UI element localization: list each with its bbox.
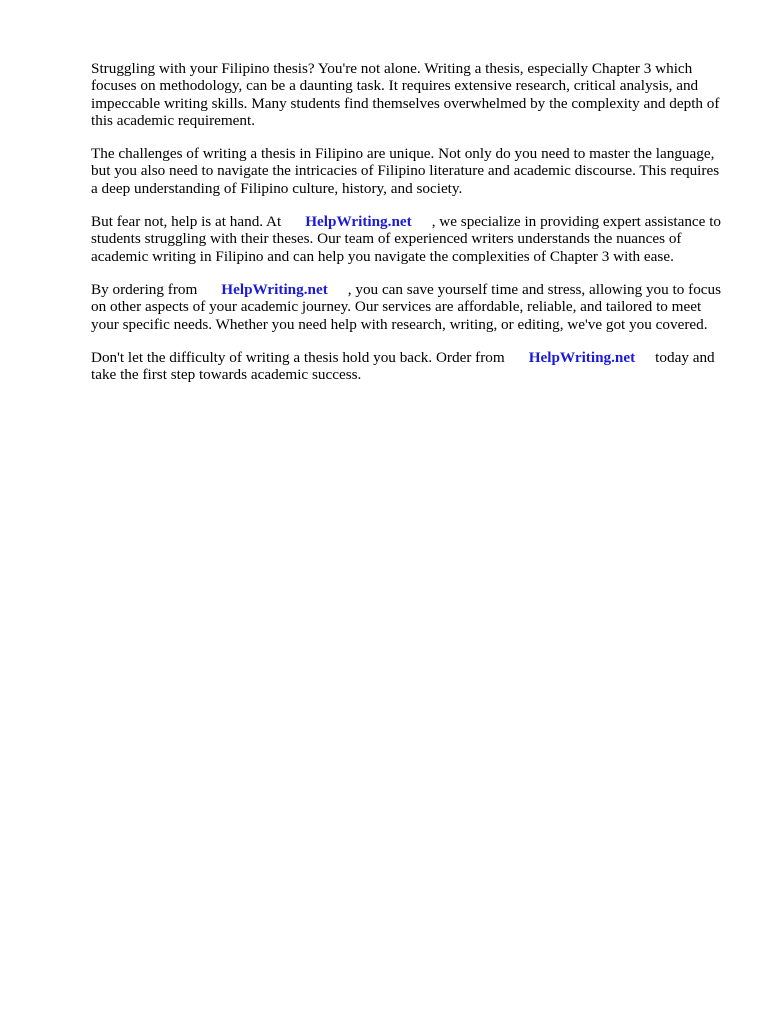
helpwriting-link-3[interactable]: HelpWriting.net [528, 348, 636, 366]
paragraph-intro-text: Struggling with your Filipino thesis? You're not alone. Writing a thesis, especially Chapter 3 which focuses on methodology, can be a daunting task. It requires extensive research, critical analysis, and impeccable writing skills. Many students find themselves overwhelmed by the complexity and depth of this academic requirement. [91, 60, 720, 129]
document-body [91, 60, 723, 399]
helpwriting-link-1[interactable]: HelpWriting.net [305, 213, 412, 231]
paragraph-cta-text-before: Don't let the difficulty of writing a thesis hold you back. Order from [91, 348, 505, 366]
helpwriting-link-2[interactable]: HelpWriting.net [221, 280, 328, 298]
paragraph-help [91, 213, 723, 265]
paragraph-help-text-before: But fear not, help is at hand. At [91, 213, 282, 231]
paragraph-ordering-text-after: , you can save yourself time and stress, allowing you to focus on other aspects of your academic journey. Our services are affordable, reliable, and tailored to meet your specific needs. Whether you need help with research, writing, or editing, we've got you covered. [91, 280, 722, 333]
paragraph-challenges [91, 145, 723, 197]
paragraph-ordering-text-before: By ordering from [91, 280, 198, 298]
paragraph-challenges-text: The challenges of writing a thesis in Filipino are unique. Not only do you need to master the language, but you also need to navigate the intricacies of Filipino literature and academic discourse. This requires a deep understanding of Filipino culture, history, and society. [91, 145, 720, 197]
paragraph-cta-text-after: today and take the first step towards academic success. [91, 348, 715, 384]
paragraph-help-text-after: , we specialize in providing expert assistance to students struggling with their theses. Our team of experienced writers understands the nuances of academic writing in Filipino and can help you navigate the complexities of Chapter 3 with ease. [91, 213, 722, 265]
paragraph-ordering [91, 281, 723, 333]
paragraph-intro [91, 60, 723, 129]
paragraph-cta [91, 349, 723, 384]
